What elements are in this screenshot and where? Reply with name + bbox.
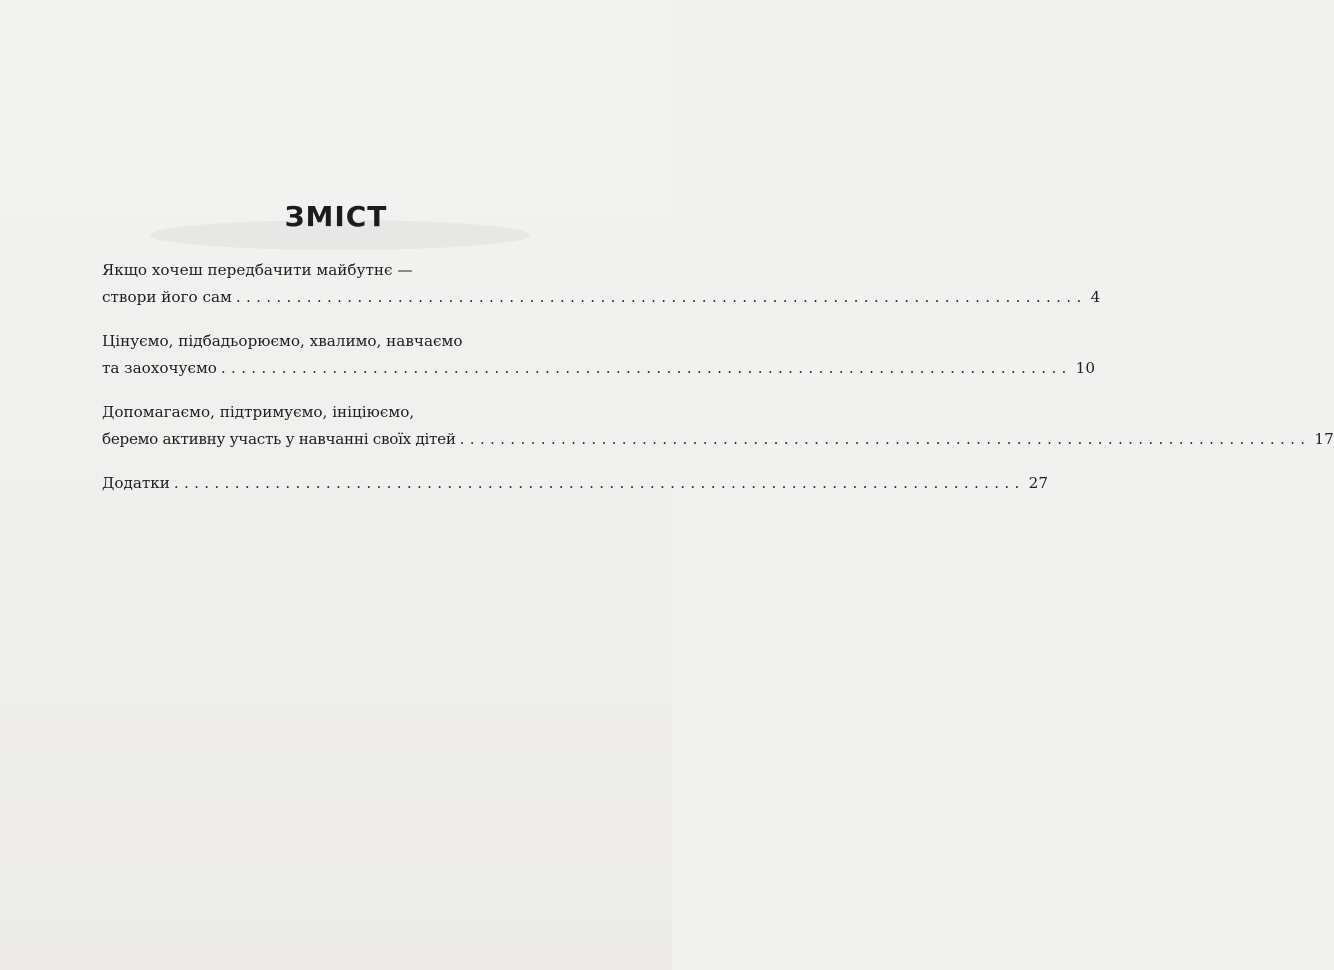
toc-entry-last-line xyxy=(102,470,1048,497)
dot-leader: .................................................................................... xyxy=(235,288,1087,306)
toc-entry-title-line: беремо активну участь у навчанні своїх дітей xyxy=(102,430,456,448)
toc-page-number: 27 xyxy=(1028,474,1048,492)
toc-entry-title-line: створи його сам xyxy=(102,288,232,306)
toc-entry-last-line xyxy=(102,426,1334,453)
toc-page-number: 10 xyxy=(1075,359,1095,377)
dot-leader: .................................................................................... xyxy=(173,474,1025,492)
dot-leader: .................................................................................... xyxy=(459,430,1311,448)
toc-entry[interactable] xyxy=(102,399,1334,453)
toc-entry[interactable] xyxy=(102,470,1048,497)
toc-entry[interactable] xyxy=(102,328,1095,382)
toc-entry-title-line: Додатки xyxy=(102,474,170,492)
page-title: ЗМІСТ xyxy=(284,200,388,233)
toc-entry-title-line: та заохочуємо xyxy=(102,359,217,377)
toc-entry-last-line xyxy=(102,355,1095,382)
dot-leader: .................................................................................... xyxy=(220,359,1072,377)
toc-page-number: 17 xyxy=(1314,430,1334,448)
toc-entry-title-line: Допомагаємо, підтримуємо, ініціюємо, xyxy=(102,403,415,421)
toc-entry[interactable] xyxy=(102,257,1101,311)
toc-page-number: 4 xyxy=(1090,288,1101,306)
table-of-contents xyxy=(102,257,1334,514)
toc-entry-last-line xyxy=(102,284,1101,311)
toc-entry-title-line: Цінуємо, підбадьорюємо, хвалимо, навчаємо xyxy=(102,332,463,350)
toc-entry-title-line: Якщо хочеш передбачити майбутнє — xyxy=(102,261,413,279)
